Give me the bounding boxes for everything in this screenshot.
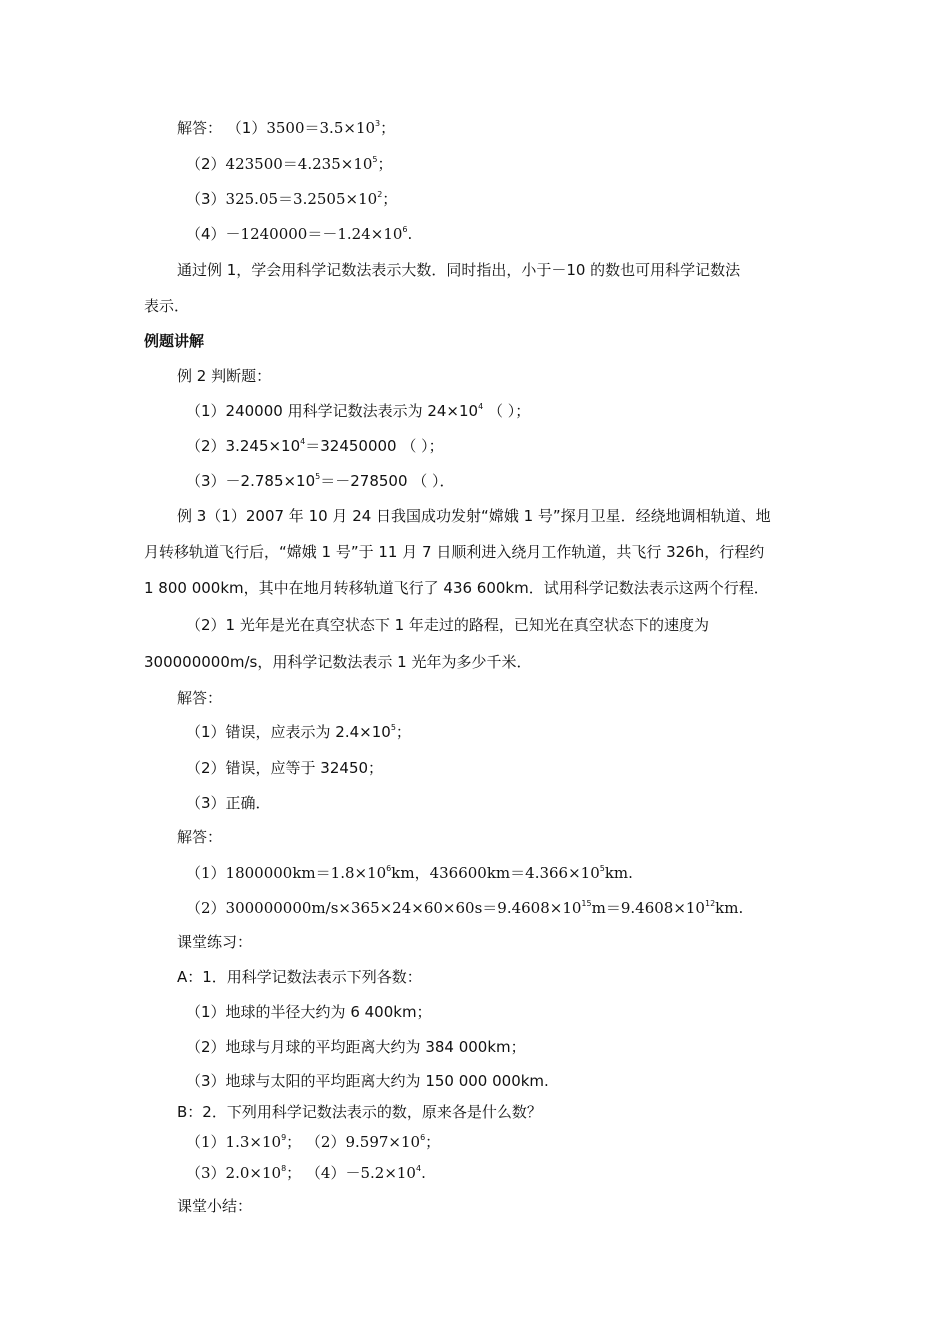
example-3-line-1: 例 3（1）2007 年 10 月 24 日我国成功发射“嫦娥 1 号”探月卫星．经绕地调相轨道、地 [177,507,771,525]
summary-paragraph-line-1: 通过例 1，学会用科学记数法表示大数．同时指出，小于－10 的数也可用科学记数法 [177,261,741,279]
practice-title: 课堂练习： [177,933,253,951]
example-2-question-1: （1）240000 用科学记数法表示为 $24\times 10^4$ （ ）； [186,402,531,420]
lesson-summary-heading: 课堂小结： [177,1197,253,1215]
answer-2-item-1: （1）错误，应表示为 $2.4\times 10^5$； [186,723,411,741]
summary-paragraph-line-2: 表示． [144,297,190,315]
practice-b-item-2: $(3)2.0\times 10^8$； $(4)-5.2\times 10^4$. [186,1164,426,1182]
answer-2-item-2: （2）错误，应等于 32450； [186,759,384,777]
practice-b-heading: B：2．下列用科学记数法表示的数，原来各是什么数？ [177,1103,542,1121]
example-3-line-5: 300000000m/s，用科学记数法表示 1 光年为多少千米． [144,653,532,671]
example-2-title: 例 2 判断题： [177,367,272,385]
answer-1-line-1: 解答： $(1)3500=3.5\times 10^3$； [177,119,396,137]
answer-3-label: 解答： [177,828,223,846]
practice-a-item-2: （2）地球与月球的平均距离大约为 384 000km； [186,1038,526,1056]
answer-label: 解答： [177,119,223,137]
answer-2-item-3: （3）正确． [186,794,271,812]
example-3-line-3: 1 800 000km，其中在地月转移轨道飞行了 436 600km．试用科学记数法表示这两个行程． [144,579,769,597]
section-title: 例题讲解 [144,332,205,350]
example-2-question-2: $(2)3.245\times 10^4=32450000$ （ ）； [186,437,444,455]
example-3-line-4: （2）1 光年是光在真空状态下 1 年走过的路程，已知光在真空状态下的速度为 [186,616,709,634]
answer-3-item-1: $(1)1800000km=1.8\times 10^6km$，$436600km=4.366\times 10^5km$. [186,864,633,882]
practice-a-item-3: （3）地球与太阳的平均距离大约为 150 000 000km. [186,1072,549,1090]
answer-2-label: 解答： [177,689,223,707]
answer-1-line-2: $(2)423500=4.235\times 10^5$； [186,155,393,173]
example-3-line-2: 月转移轨道飞行后，“嫦娥 1 号”于 11 月 7 日顺利进入绕月工作轨道，共飞行 326h，行程约 [144,543,765,561]
answer-1-line-3: $(3)325.05=3.2505\times 10^2$； [186,190,398,208]
practice-b-item-1: $(1)1.3\times 10^9$； $(2)9.597\times 10^6$； [186,1133,441,1151]
example-2-question-3: $(3)-2.785\times 10^5=-278500$ （ ）． [186,472,455,490]
practice-a-item-1: （1）地球的半径大约为 6 400km； [186,1003,432,1021]
practice-a-heading: A：1．用科学记数法表示下列各数： [177,968,422,986]
answer-1-line-4: $(4)-1240000=-1.24\times 10^6$. [186,225,413,243]
answer-3-item-2: $(2)300000000m/s\times 365\times 24\times 60\times 60s=9.4608\times 10^{15}m=9.4608\times 10^{12}km$. [186,899,744,917]
